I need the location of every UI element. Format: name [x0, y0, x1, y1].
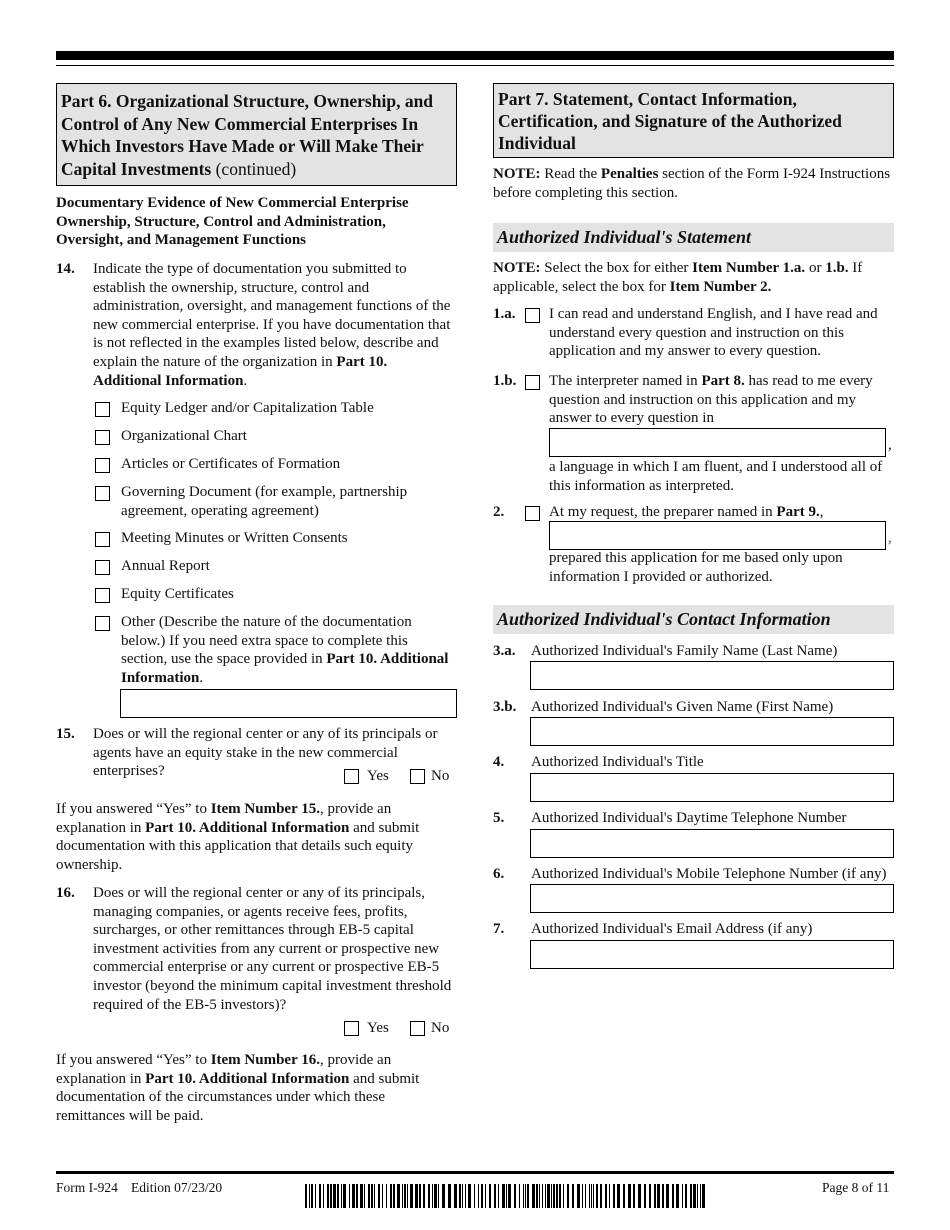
item14-other-input[interactable]	[120, 689, 457, 718]
barcode-bar	[415, 1184, 418, 1208]
barcode-bar	[572, 1184, 574, 1208]
item14-other-text: Other (Describe the nature of the documentation below.) If you need extra space to complete this section, use the space provided in	[121, 614, 412, 668]
item16-no-checkbox[interactable]	[410, 1021, 425, 1036]
barcode-bar	[448, 1184, 451, 1208]
item15-yes-checkbox[interactable]	[344, 769, 359, 784]
item2-comma: ,	[888, 530, 892, 546]
barcode-bar	[374, 1184, 375, 1208]
barcode-bar	[506, 1184, 507, 1208]
barcode-bar	[593, 1184, 594, 1208]
barcode-bar	[605, 1184, 607, 1208]
item1b-language-input[interactable]	[549, 428, 886, 457]
item16-followup-a: If you answered “Yes” to	[56, 1052, 211, 1068]
barcode-bar	[343, 1184, 346, 1208]
barcode-bar	[657, 1184, 660, 1208]
item14-checkbox-minutes[interactable]	[95, 532, 110, 547]
barcode-bar	[419, 1184, 421, 1208]
barcode-bar	[434, 1184, 437, 1208]
barcode-bar	[315, 1184, 316, 1208]
barcode-bar	[323, 1184, 324, 1208]
barcode-bar	[404, 1184, 406, 1208]
item1b-text	[549, 372, 894, 428]
barcode	[305, 1184, 710, 1208]
barcode-bar	[589, 1184, 590, 1208]
barcode-bar	[685, 1184, 687, 1208]
item15-no-label: No	[431, 768, 450, 784]
barcode-bar	[305, 1184, 307, 1208]
item15-no-checkbox[interactable]	[410, 769, 425, 784]
contact-section-header: Authorized Individual's Contact Information	[493, 605, 894, 634]
part7-note2-b: Item Number 1.a.	[692, 260, 806, 276]
barcode-bar	[360, 1184, 363, 1208]
item14-checkbox-equity-certs[interactable]	[95, 588, 110, 603]
item14-checkbox-equity-ledger[interactable]	[95, 402, 110, 417]
barcode-bar	[672, 1184, 674, 1208]
barcode-bar	[508, 1184, 511, 1208]
field-email-label: Authorized Individual's Email Address (if any)	[531, 921, 813, 937]
barcode-bar	[462, 1184, 463, 1208]
barcode-bar	[442, 1184, 445, 1208]
barcode-bar	[523, 1184, 524, 1208]
item2-checkbox[interactable]	[525, 506, 540, 521]
field-title-label: Authorized Individual's Title	[531, 754, 704, 770]
barcode-bar	[485, 1184, 486, 1208]
barcode-bar	[349, 1184, 350, 1208]
barcode-bar	[330, 1184, 332, 1208]
item1b-text-after: a language in which I am fluent, and I understood all of this information as interpreted.	[549, 459, 883, 494]
barcode-bar	[542, 1184, 543, 1208]
item14-option-other	[121, 613, 451, 687]
barcode-bar	[654, 1184, 656, 1208]
part6-subheading: Documentary Evidence of New Commercial Enterprise Ownership, Structure, Control and Administration, Oversight, and Management Functions	[56, 195, 409, 249]
barcode-bar	[502, 1184, 505, 1208]
item1b-checkbox[interactable]	[525, 375, 540, 390]
part7-note2-f: Item Number 2.	[669, 278, 772, 295]
item1a-text: I can read and understand English, and I have read and understand every question and instruction on this application and my answer to every question.	[549, 306, 878, 360]
item15-followup	[56, 800, 446, 874]
part7-note-penalties: Penalties	[600, 166, 659, 182]
item2-preparer-input[interactable]	[549, 521, 886, 550]
barcode-bar	[682, 1184, 683, 1208]
barcode-bar	[382, 1184, 383, 1208]
barcode-bar	[438, 1184, 439, 1208]
part6-title-box	[56, 83, 457, 186]
title-input[interactable]	[530, 773, 894, 802]
barcode-bar	[368, 1184, 370, 1208]
item16-followup-ref: Item Number 16.	[210, 1052, 320, 1068]
item14-checkbox-governing[interactable]	[95, 486, 110, 501]
barcode-bar	[481, 1184, 483, 1208]
barcode-bar	[536, 1184, 538, 1208]
barcode-bar	[613, 1184, 615, 1208]
barcode-bar	[585, 1184, 586, 1208]
given-name-input[interactable]	[530, 717, 894, 746]
part7-note2-label: NOTE:	[493, 260, 541, 276]
item15-followup-e: and submit documentation with this application that details such equity ownership.	[56, 819, 420, 873]
item14-checkbox-annual-report[interactable]	[95, 560, 110, 575]
item16-text: Does or will the regional center or any of its principals, managing companies, or agents receive fees, profits, surcharges, or other remittances through EB-5 capital investment activities from any current or prospective new commercial enterprise or any current or prospective EB-5 investor (beyond the minimum capital investment threshold required of the EB-5 investors)?	[93, 885, 452, 1013]
barcode-bar	[371, 1184, 373, 1208]
part6-title: Part 6. Organizational Structure, Ownership, and Control of Any New Commercial Enterprises In Which Investors Have Made or Will Make Their Capital Investments	[61, 91, 434, 179]
part7-title: Part 7. Statement, Contact Information, Certification, and Signature of the Authorized Individual	[498, 89, 842, 153]
field-title-number: 4.	[493, 754, 505, 770]
barcode-bar	[311, 1184, 313, 1208]
barcode-bar	[649, 1184, 651, 1208]
item16-followup-e: and submit documentation of the circumstances under which these remittances will be paid.	[56, 1070, 420, 1124]
item1b-comma: ,	[888, 437, 892, 453]
part7-note2-e: If applicable, select the box for	[493, 260, 863, 295]
field-family-name-label: Authorized Individual's Family Name (Last Name)	[531, 643, 838, 659]
item14-text	[93, 260, 457, 390]
barcode-bar	[364, 1184, 365, 1208]
barcode-bar	[432, 1184, 433, 1208]
item14-checkbox-articles[interactable]	[95, 458, 110, 473]
barcode-bar	[702, 1184, 705, 1208]
barcode-bar	[700, 1184, 701, 1208]
item15-number: 15.	[56, 726, 75, 742]
field-mobile-phone-number: 6.	[493, 866, 505, 882]
part7-note2-d: 1.b.	[825, 260, 849, 276]
barcode-bar	[596, 1184, 598, 1208]
item14-option-articles: Articles or Certificates of Formation	[121, 456, 341, 472]
item14-checkbox-other[interactable]	[95, 616, 110, 631]
barcode-bar	[378, 1184, 380, 1208]
item2-text-part9: Part 9.	[776, 504, 820, 520]
barcode-bar	[676, 1184, 679, 1208]
barcode-bar	[545, 1184, 546, 1208]
barcode-bar	[390, 1184, 392, 1208]
barcode-bar	[333, 1184, 336, 1208]
item14-other-ref: Part 10. Additional Information	[121, 651, 449, 686]
item16-yes-checkbox[interactable]	[344, 1021, 359, 1036]
barcode-bar	[459, 1184, 461, 1208]
barcode-bar	[644, 1184, 646, 1208]
barcode-bar	[489, 1184, 491, 1208]
barcode-bar	[553, 1184, 555, 1208]
mobile-phone-input[interactable]	[530, 884, 894, 913]
barcode-bar	[494, 1184, 496, 1208]
part7-note2-a: Select the box for either	[540, 260, 693, 276]
item14-option-equity-certs: Equity Certificates	[121, 586, 234, 602]
barcode-bar	[563, 1184, 564, 1208]
item14-option-annual-report: Annual Report	[121, 558, 210, 574]
part7-note-a: Read the	[540, 166, 601, 182]
item14-text-ref: Part 10. Additional Information	[93, 353, 388, 389]
item1b-number: 1.b.	[493, 373, 517, 389]
barcode-bar	[356, 1184, 358, 1208]
item15-text: Does or will the regional center or any of its principals or agents have an equity stake in the new commercial enterprises?	[93, 726, 438, 780]
barcode-bar	[465, 1184, 466, 1208]
barcode-bar	[697, 1184, 698, 1208]
item15-yes-label: Yes	[367, 768, 389, 784]
item2-text-a: At my request, the preparer named in	[549, 504, 777, 520]
item15-followup-part10: Part 10. Additional Information	[145, 819, 350, 836]
item1b-text-a: The interpreter named in	[549, 373, 702, 389]
field-mobile-phone-label: Authorized Individual's Mobile Telephone Number (if any)	[531, 866, 887, 882]
item1b-text-part8: Part 8.	[701, 373, 745, 389]
barcode-bar	[519, 1184, 520, 1208]
barcode-bar	[468, 1184, 471, 1208]
barcode-bar	[628, 1184, 631, 1208]
part7-title-box	[493, 83, 894, 158]
field-given-name-label: Authorized Individual's Given Name (First Name)	[531, 699, 834, 715]
barcode-bar	[591, 1184, 592, 1208]
item16-no-label: No	[431, 1020, 450, 1036]
barcode-bar	[402, 1184, 403, 1208]
item14-option-org-chart: Organizational Chart	[121, 428, 247, 444]
item14-text-end: .	[243, 372, 248, 389]
barcode-bar	[567, 1184, 569, 1208]
barcode-bar	[393, 1184, 395, 1208]
item14-option-governing: Governing Document (for example, partnership agreement, operating agreement)	[121, 484, 408, 519]
item2-text	[549, 503, 894, 522]
footer-rule	[56, 1171, 894, 1174]
footer-form-name: Form I-924	[56, 1180, 118, 1195]
barcode-bar	[337, 1184, 339, 1208]
item14-checkbox-org-chart[interactable]	[95, 430, 110, 445]
barcode-bar	[474, 1184, 475, 1208]
barcode-bar	[690, 1184, 692, 1208]
part7-note2-c: or	[805, 260, 826, 276]
item16-followup-c: , provide an explanation in	[56, 1052, 392, 1087]
barcode-bar	[666, 1184, 669, 1208]
barcode-bar	[514, 1184, 516, 1208]
item16-followup-part10: Part 10. Additional Information	[145, 1070, 350, 1087]
field-family-name-number: 3.a.	[493, 643, 516, 659]
barcode-bar	[386, 1184, 387, 1208]
field-daytime-phone-number: 5.	[493, 810, 505, 826]
item2-text-c: ,	[819, 504, 824, 520]
item14-number: 14.	[56, 261, 75, 277]
barcode-bar	[600, 1184, 602, 1208]
barcode-bar	[638, 1184, 641, 1208]
item16-yes-label: Yes	[367, 1020, 389, 1036]
barcode-bar	[454, 1184, 457, 1208]
barcode-bar	[410, 1184, 413, 1208]
barcode-bar	[527, 1184, 529, 1208]
part7-note-label: NOTE:	[493, 166, 541, 182]
barcode-bar	[352, 1184, 355, 1208]
barcode-bar	[577, 1184, 580, 1208]
barcode-bar	[327, 1184, 329, 1208]
part7-note-c: section of the Form I-924 Instructions before completing this section.	[493, 166, 891, 201]
barcode-bar	[551, 1184, 552, 1208]
barcode-bar	[547, 1184, 550, 1208]
field-email-number: 7.	[493, 921, 505, 937]
item2-text-after: prepared this application for me based only upon information I provided or authorized.	[549, 550, 843, 585]
barcode-bar	[539, 1184, 540, 1208]
barcode-bar	[623, 1184, 625, 1208]
email-input[interactable]	[530, 940, 894, 969]
part6-continued: (continued)	[211, 158, 297, 179]
barcode-bar	[532, 1184, 535, 1208]
statement-section-header: Authorized Individual's Statement	[493, 223, 894, 252]
barcode-bar	[525, 1184, 526, 1208]
item15-followup-a: If you answered “Yes” to	[56, 801, 211, 817]
barcode-bar	[423, 1184, 425, 1208]
part7-note	[493, 165, 893, 202]
daytime-phone-input[interactable]	[530, 829, 894, 858]
barcode-bar	[428, 1184, 430, 1208]
barcode-bar	[341, 1184, 342, 1208]
barcode-bar	[319, 1184, 321, 1208]
barcode-bar	[478, 1184, 479, 1208]
barcode-bar	[397, 1184, 400, 1208]
barcode-bar	[662, 1184, 664, 1208]
footer-edition: Edition 07/23/20	[131, 1180, 223, 1195]
item14-text-main: Indicate the type of documentation you submitted to establish the ownership, structure, control and administration, oversight, and management functions of the new commercial enterprise. If you have documentation that is not reflected in the examples listed below, describe and explain the nature of the organization in	[93, 261, 451, 370]
top-rule-thick	[56, 51, 894, 60]
barcode-bar	[617, 1184, 620, 1208]
barcode-bar	[498, 1184, 499, 1208]
barcode-bar	[559, 1184, 561, 1208]
family-name-input[interactable]	[530, 661, 894, 690]
barcode-bar	[556, 1184, 558, 1208]
barcode-bar	[309, 1184, 310, 1208]
item16-followup	[56, 1051, 441, 1125]
barcode-bar	[407, 1184, 408, 1208]
item1a-checkbox[interactable]	[525, 308, 540, 323]
item1b-text-c: has read to me every question and instruction on this application and my answer to every question in	[549, 373, 873, 427]
barcode-bar	[582, 1184, 583, 1208]
top-rule-thin	[56, 65, 894, 66]
barcode-bar	[693, 1184, 696, 1208]
barcode-bar	[633, 1184, 635, 1208]
item16-number: 16.	[56, 885, 75, 901]
item1a-number: 1.a.	[493, 306, 516, 322]
footer-page-number: Page 8 of 11	[822, 1180, 890, 1195]
barcode-bar	[609, 1184, 610, 1208]
item14-other-end: .	[199, 669, 204, 686]
item14-option-equity-ledger: Equity Ledger and/or Capitalization Table	[121, 400, 374, 416]
item15-followup-c: , provide an explanation in	[56, 801, 392, 836]
item2-number: 2.	[493, 504, 505, 520]
item14-option-minutes: Meeting Minutes or Written Consents	[121, 530, 348, 546]
field-daytime-phone-label: Authorized Individual's Daytime Telephone Number	[531, 810, 847, 826]
item15-followup-ref: Item Number 15.	[210, 801, 320, 817]
part7-note2	[493, 259, 894, 296]
field-given-name-number: 3.b.	[493, 699, 517, 715]
